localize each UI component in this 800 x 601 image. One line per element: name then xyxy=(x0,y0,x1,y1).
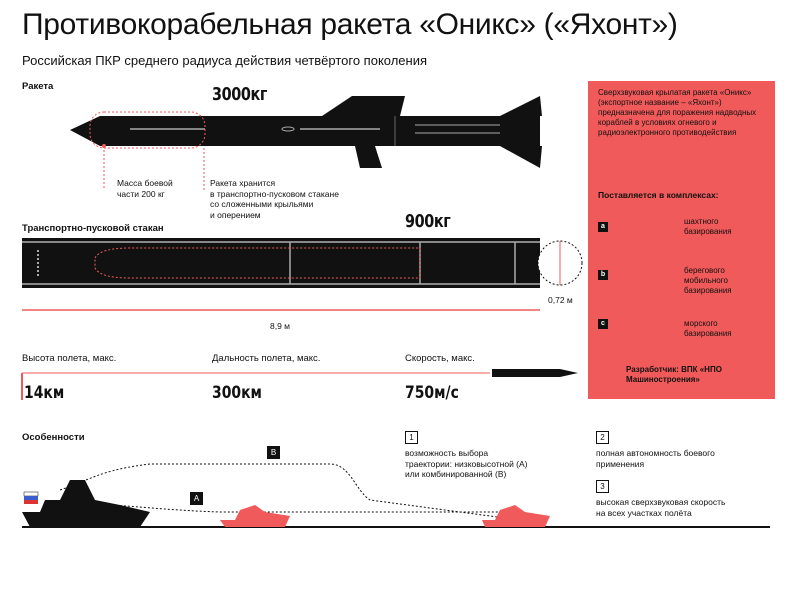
warhead-note: Масса боевой части 200 кг xyxy=(117,178,173,199)
badge-b: b xyxy=(598,270,608,280)
feature-1-number: 1 xyxy=(405,431,418,444)
canister-mass: 900кг xyxy=(405,211,451,232)
features-section-label: Особенности xyxy=(22,432,85,443)
canister-length: 8,9 м xyxy=(270,321,291,331)
storage-note: Ракета хранится в транспортно-пусковом стакане со сложенными крыльями и оперением xyxy=(210,178,339,220)
trajectory-a-label: A xyxy=(190,492,203,505)
range-label: Дальность полета, макс. xyxy=(212,353,321,364)
panel-description: Сверхзвуковая крылатая ракета «Оникс» (экспортное название – «Яхонт») предназначена для поражения надводных кораблей в условиях огневого и радиоэлектронного противодействия xyxy=(598,88,757,137)
page-title: Противокорабельная ракета «Оникс» («Яхонт») xyxy=(22,8,678,41)
supplied-label: Поставляется в комплексах: xyxy=(598,190,719,200)
speed-missile-icon xyxy=(492,369,578,377)
canister-illustration xyxy=(22,238,582,310)
feature-3-text: высокая сверхзвуковая скорость на всех участках полёта xyxy=(596,497,726,518)
complex-coastal: берегового мобильного базирования xyxy=(684,266,732,295)
canister-diameter: 0,72 м xyxy=(548,295,573,305)
features-illustration xyxy=(22,464,770,576)
badge-c: c xyxy=(598,319,608,329)
missile-illustration xyxy=(70,96,542,190)
complex-silo: шахтного базирования xyxy=(684,217,732,236)
feature-2-text: полная автономность боевого применения xyxy=(596,448,715,469)
complex-naval: морского базирования xyxy=(684,319,732,338)
range-value: 300км xyxy=(212,383,262,403)
altitude-value: 14км xyxy=(24,383,65,403)
missile-section-label: Ракета xyxy=(22,81,54,92)
feature-2-number: 2 xyxy=(596,431,609,444)
badge-a: a xyxy=(598,222,608,232)
altitude-label: Высота полета, макс. xyxy=(22,353,117,364)
page-subtitle: Российская ПКР среднего радиуса действия четвёртого поколения xyxy=(22,53,428,68)
developer: Разработчик: ВПК «НПО Машиностроения» xyxy=(626,365,722,384)
missile-mass: 3000кг xyxy=(212,84,267,105)
feature-3-number: 3 xyxy=(596,480,609,493)
speed-value: 750м/с xyxy=(405,383,459,403)
feature-1-text: возможность выбора траектории: низковысотной (A) или комбинированной (B) xyxy=(405,448,528,479)
info-panel xyxy=(588,81,775,399)
canister-section-label: Транспортно-пусковой стакан xyxy=(22,223,164,234)
trajectory-b-label: B xyxy=(267,446,280,459)
speed-label: Скорость, макс. xyxy=(405,353,475,364)
